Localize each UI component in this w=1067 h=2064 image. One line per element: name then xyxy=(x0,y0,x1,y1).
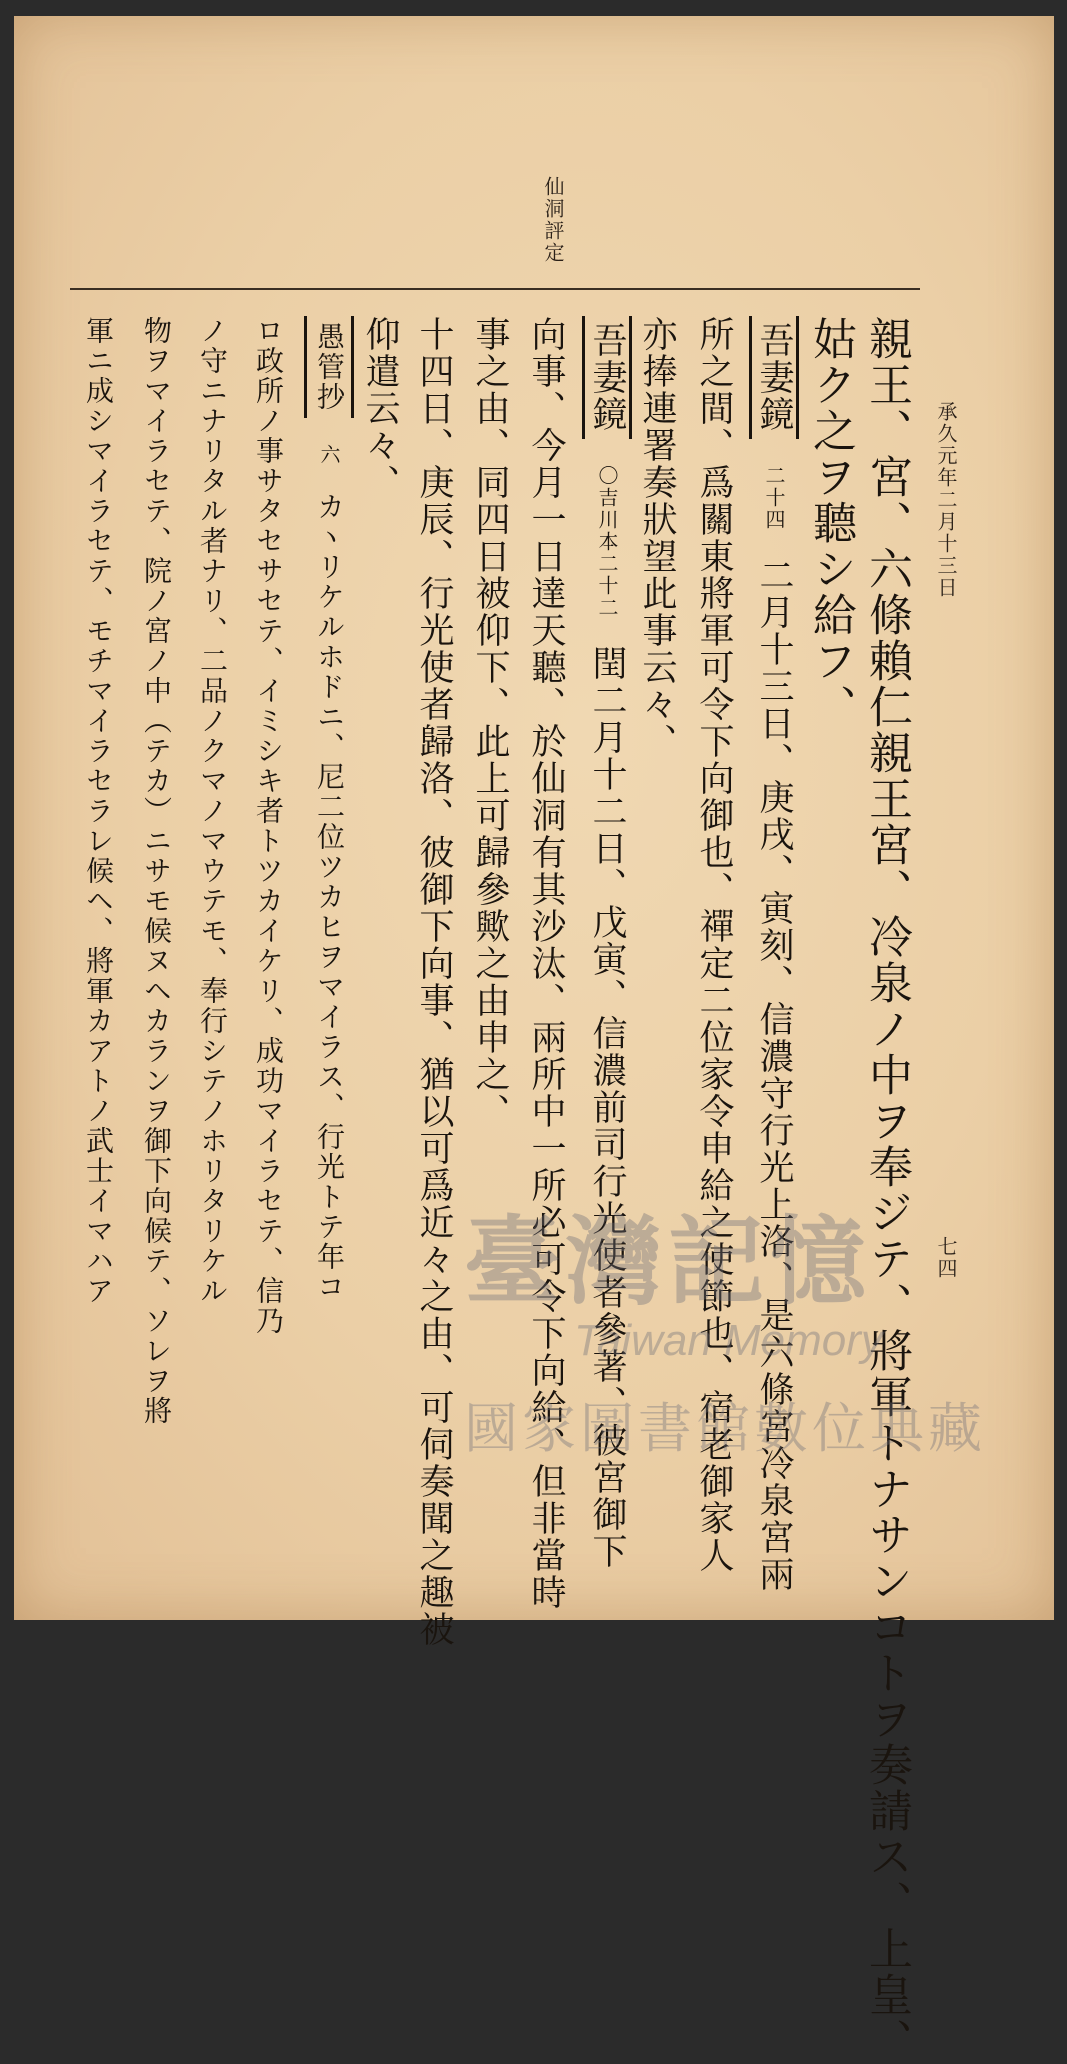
text-column xyxy=(248,316,288,1736)
citation-note: 二十四 xyxy=(762,439,786,557)
column-text: 姑ク之ヲ聽シ給フ、 xyxy=(805,316,856,730)
text-column xyxy=(637,316,677,1736)
text-column xyxy=(192,316,232,1736)
column-text: 親王、宮、六條賴仁親王宮、冷泉ノ中ヲ奉ジテ、將軍トナサンコトヲ奏請ス、上皇、 xyxy=(861,316,912,2064)
citation-note: 〇吉川本二十二 xyxy=(595,439,619,645)
source-citation: 吾妻鏡 xyxy=(582,316,632,439)
source-citation: 愚管抄 xyxy=(304,316,354,418)
text-column xyxy=(304,316,354,1736)
column-text: 十四日、庚辰、行光使者歸洛、彼御下向事、猶以可爲近々之由、可伺奏聞之趣被 xyxy=(414,316,454,1648)
column-text: 所之間、爲關東將軍可令下向御也、禪定二位家令申給之使節也、宿老御家人 xyxy=(694,316,734,1574)
watermark-english: Taiwan Memory xyxy=(574,1316,883,1365)
column-text: 軍ニ成シマイラセテ、モチマイラセラレ候ヘ、將軍カアトノ武士イマハア xyxy=(82,316,115,1306)
watermark-title: 臺灣記憶 xyxy=(464,1205,872,1318)
text-column xyxy=(136,316,176,1736)
text-column xyxy=(806,316,854,1736)
page-number: 七四 xyxy=(934,1236,958,1280)
text-column xyxy=(78,316,118,1736)
column-text: カヽリケルホドニ、尼二位ツカヒヲマイラス、行光トテ年コ xyxy=(313,492,346,1302)
column-text: 亦捧連署奏狀望此事云々、 xyxy=(637,316,677,760)
column-text: 閏二月十二日、戊寅、信濃前司行光使者參著、彼宮御下 xyxy=(587,645,627,1570)
text-column xyxy=(470,316,510,1736)
text-column xyxy=(582,316,632,1736)
column-text: 向事、今月一日達天聽、於仙洞有其沙汰、兩所中一所必可令下向給、但非當時 xyxy=(526,316,566,1611)
date-header: 承久元年二月十三日 xyxy=(934,401,958,599)
text-column xyxy=(360,316,400,1736)
text-column xyxy=(526,316,566,1736)
column-text: ノ守ニナリタル者ナリ、二品ノクマノマウテモ、奉行シテノホリタリケル xyxy=(196,316,229,1306)
text-column xyxy=(749,316,799,1736)
column-text: 二月十三日、庚戌、寅刻、信濃守行光上洛、是六條宮冷泉宮兩 xyxy=(754,557,794,1593)
text-column xyxy=(414,316,454,1736)
citation-note: 六 xyxy=(317,418,341,492)
column-text: 仰遣云々、 xyxy=(360,316,400,501)
text-column xyxy=(861,316,912,2064)
body-text xyxy=(14,316,1054,2064)
watermark-subtitle: 國家圖書館數位典藏 xyxy=(464,1397,986,1460)
text-column xyxy=(694,316,734,1736)
column-text: ロ政所ノ事サタセサセテ、イミシキ者トツカイケリ、成功マイラセテ、信乃 xyxy=(252,316,285,1336)
header-rule xyxy=(70,288,920,290)
book-page xyxy=(14,16,1054,2064)
source-citation: 吾妻鏡 xyxy=(749,316,799,439)
column-text: 事之由、同四日被仰下、此上可歸參歟之由申之、 xyxy=(470,316,510,1130)
running-title: 仙洞評定 xyxy=(541,176,565,264)
column-text: 物ヲマイラセテ、院ノ宮ノ中（テカ）ニサモ候ヌヘカランヲ御下向候テ、ソレヲ將 xyxy=(140,316,173,1426)
